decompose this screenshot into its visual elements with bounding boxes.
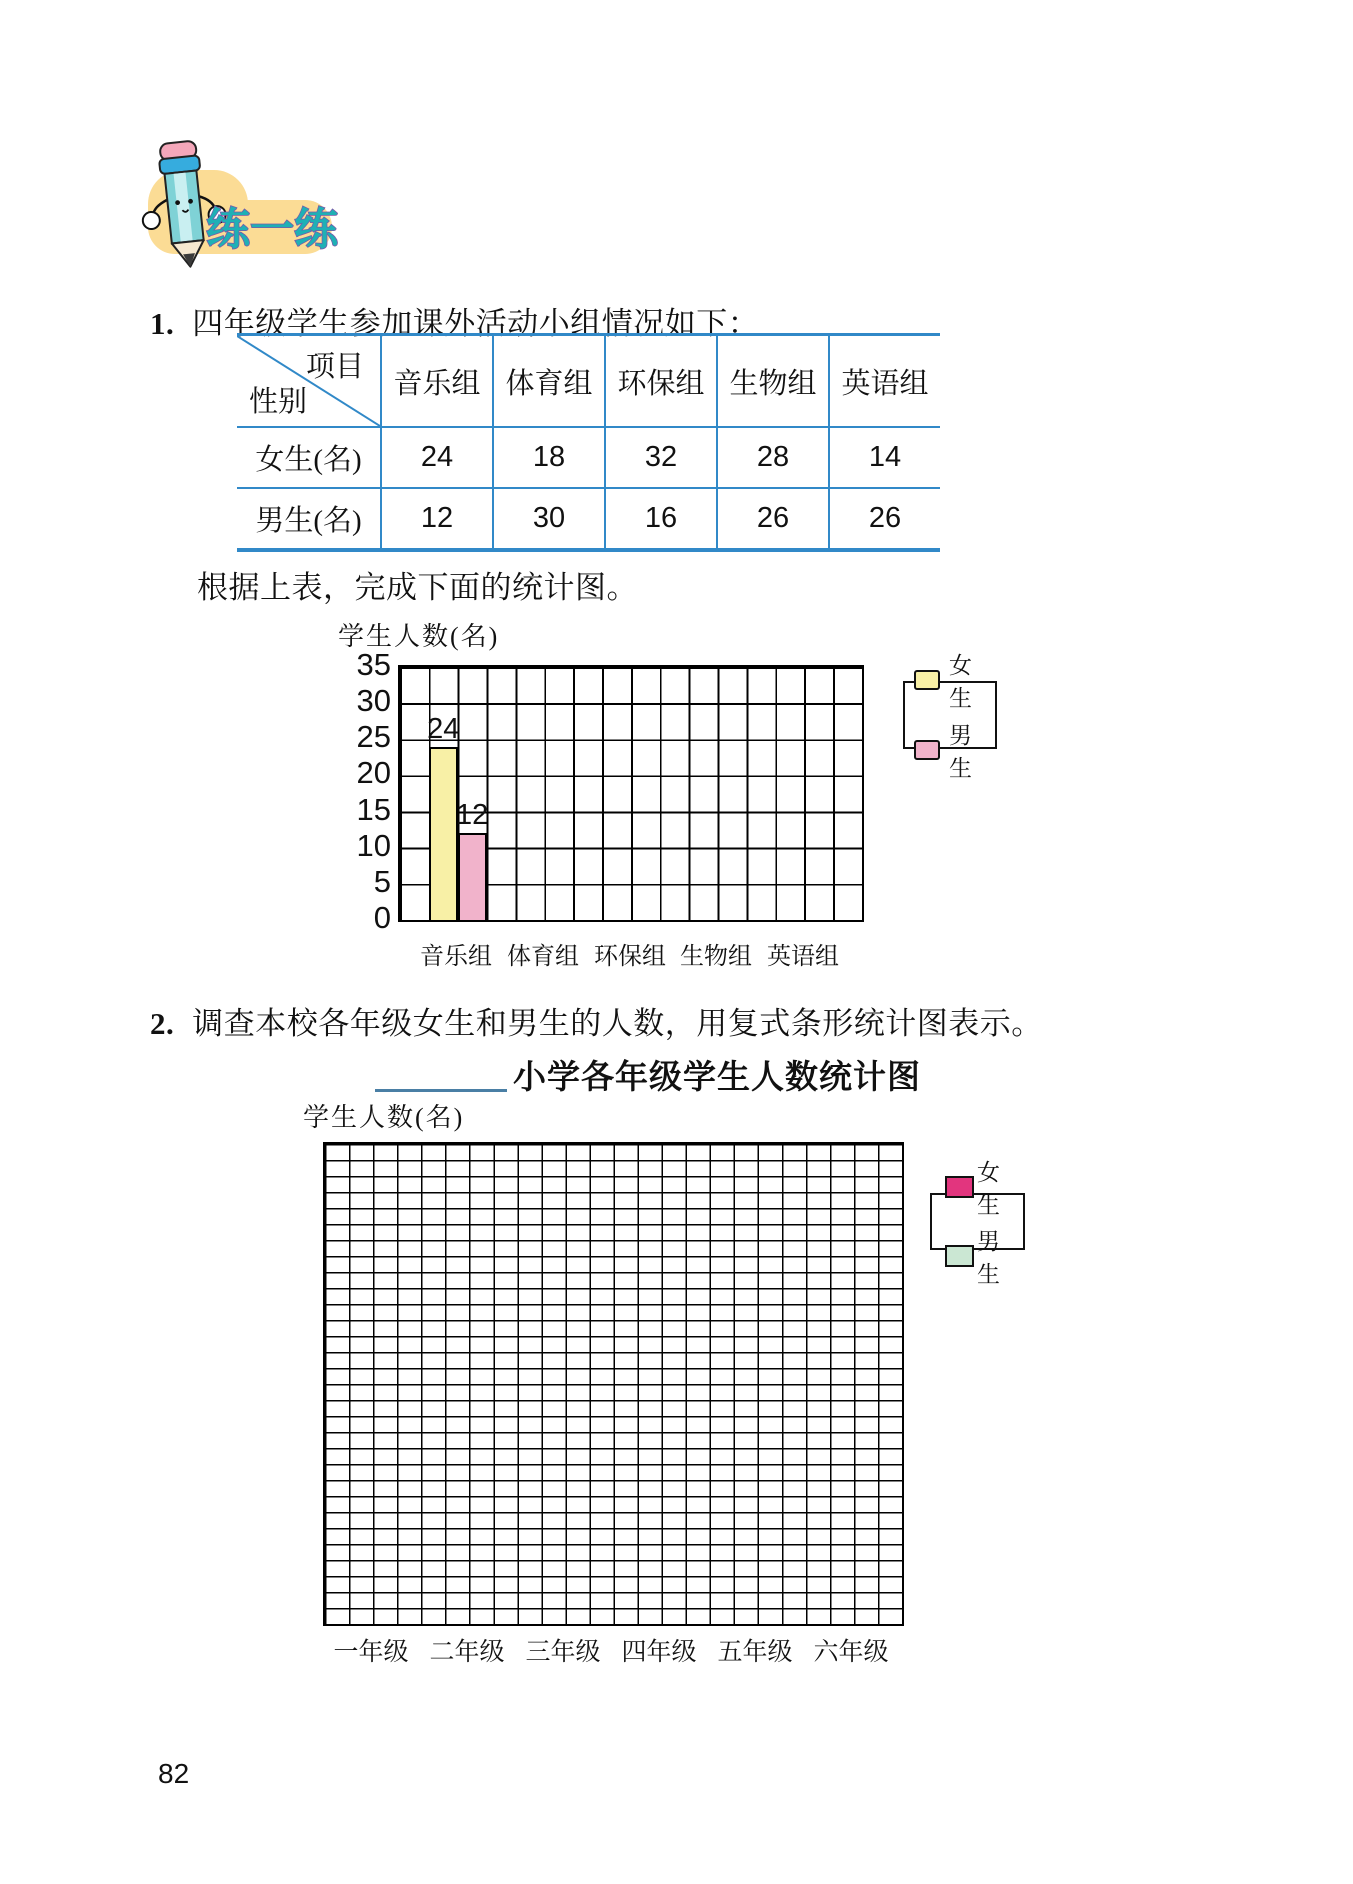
x-category-label: 环保组 [594,944,666,970]
grade-label: 一年级 [333,1639,409,1666]
chart1-legend [903,653,997,781]
title-blank-line [375,1089,507,1092]
x-category-label: 生物组 [680,944,752,970]
table-value: 24 [380,428,492,487]
row-header: 男生(名) [255,505,362,537]
legend-swatch-male [945,1245,974,1267]
y-tick: 5 [373,864,391,899]
y-tick: 30 [356,683,391,718]
corner-label-item: 项目 [305,351,364,383]
table-value: 30 [492,489,604,548]
column-header: 英语组 [828,336,940,426]
chart1-ylabel: 学生人数(名) [338,622,500,651]
grade-label: 六年级 [813,1639,889,1666]
table-value: 26 [828,489,940,548]
chart2-title: 小学各年级学生人数统计图 [513,1060,921,1096]
column-header: 音乐组 [380,336,492,426]
legend-swatch-male [914,740,940,760]
y-tick: 20 [356,755,391,790]
question-2 [150,998,1043,1043]
table-row [237,487,940,548]
grade-label: 三年级 [525,1639,601,1666]
y-tick: 35 [356,647,391,682]
bar-男生-音乐组 [458,833,487,920]
page-number: 82 [158,1758,190,1789]
legend-entry [914,647,995,713]
bar-value-label: 12 [456,799,489,832]
table-value: 32 [604,428,716,487]
instruction-text: 根据上表，完成下面的统计图。 [197,570,638,605]
legend-entry [945,1223,1023,1289]
column-header: 环保组 [604,336,716,426]
table-value: 26 [716,489,828,548]
column-header: 生物组 [716,336,828,426]
grade-label: 四年级 [621,1639,697,1666]
question-2-number: 2. [150,1006,175,1041]
bar-女生-音乐组 [429,747,458,920]
y-tick: 0 [373,900,391,935]
legend-label: 男生 [949,723,974,781]
table-value: 18 [492,428,604,487]
chart2-ylabel: 学生人数(名) [303,1103,465,1132]
y-tick: 15 [356,792,391,827]
legend-swatch-female [945,1176,974,1198]
legend-swatch-female [914,670,940,690]
x-category-label: 体育组 [507,944,579,970]
row-header: 女生(名) [255,444,362,476]
chart1-plot [398,665,864,922]
corner-label-gender: 性别 [249,386,308,418]
chart2-plot [323,1142,904,1626]
table-corner-cell [237,336,380,426]
table-value: 16 [604,489,716,548]
table-row [237,426,940,487]
table-header-row [237,336,940,426]
question-2-text: 调查本校各年级女生和男生的人数，用复式条形统计图表示。 [192,1006,1043,1041]
grade-label: 五年级 [717,1639,793,1666]
legend-label: 女生 [949,653,974,711]
x-category-label: 音乐组 [420,944,492,970]
legend-label: 男生 [977,1229,1001,1287]
y-tick: 25 [356,719,391,754]
x-category-label: 英语组 [767,944,839,970]
activity-table [237,333,940,552]
bar-value-label: 24 [427,712,460,745]
practice-badge [112,106,352,276]
legend-label: 女生 [977,1160,1001,1218]
practice-badge-label: 练一练 [206,205,338,254]
legend-entry [945,1154,1023,1220]
column-header: 体育组 [492,336,604,426]
question-1-number: 1. [150,306,175,341]
grade-label: 二年级 [429,1639,505,1666]
legend-entry [914,717,995,783]
question-1-text: 四年级学生参加课外活动小组情况如下： [192,306,760,341]
table-value: 14 [828,428,940,487]
table-value: 12 [380,489,492,548]
table-value: 28 [716,428,828,487]
y-tick: 10 [356,828,391,863]
chart2-legend [930,1160,1025,1287]
